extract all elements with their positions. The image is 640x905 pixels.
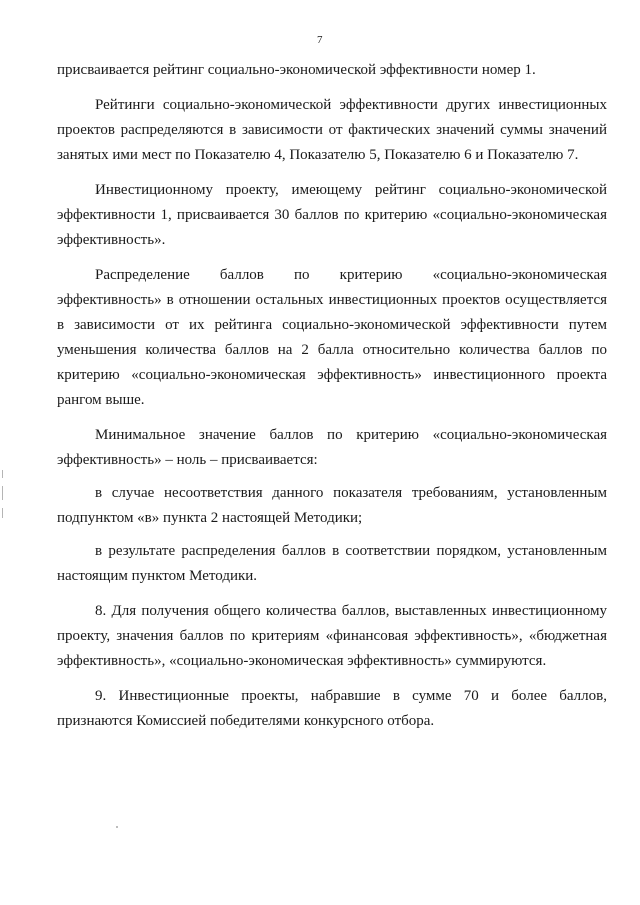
paragraph-continuation: присваивается рейтинг социально-экономической эффективности номер 1. (57, 62, 536, 78)
page-number: 7 (317, 34, 323, 46)
paragraph-rating-distribution: Рейтинги социально-экономической эффективности других инвестиционных проектов распределяются в зависимости от фактических значений суммы значений занятых ими мест по Показателю 4, Показателю 5, Показателю 6 и Показателю 7. (57, 97, 607, 163)
paragraph-item-9-winners: 9. Инвестиционные проекты, набравшие в сумме 70 и более баллов, признаются Комиссией победителями конкурсного отбора. (57, 688, 607, 729)
paragraph-case-mismatch: в случае несоответствия данного показателя требованиям, установленным подпунктом «в» пункта 2 настоящей Методики; (57, 485, 607, 526)
document-body (57, 58, 607, 744)
paragraph-top-project-score: Инвестиционному проекту, имеющему рейтинг социально-экономической эффективности 1, присваивается 30 баллов по критерию «социально-экономическая эффективность». (57, 182, 607, 248)
paragraph-score-distribution: Распределение баллов по критерию «социально-экономическая эффективность» в отношении остальных инвестиционных проектов осуществляется в зависимости от их рейтинга социально-экономической эффективности путем уменьшения количества баллов на 2 балла относительно количества баллов по критерию «социально-экономическая эффективность» инвестиционного проекта рангом выше. (57, 267, 607, 408)
paragraph-minimum-score: Минимальное значение баллов по критерию «социально-экономическая эффективность» – ноль – присваивается: (57, 427, 607, 468)
scan-margin-mark (2, 486, 3, 500)
paragraph-case-distribution: в результате распределения баллов в соответствии порядком, установленным настоящим пунктом Методики. (57, 543, 607, 584)
scan-speck (116, 826, 118, 828)
scan-margin-mark (2, 508, 3, 518)
paragraph-item-8-total-score: 8. Для получения общего количества баллов, выставленных инвестиционному проекту, значения баллов по критериям «финансовая эффективность», «бюджетная эффективность», «социально-экономическая эффективность» суммируются. (57, 603, 607, 669)
scan-margin-mark (2, 470, 3, 478)
